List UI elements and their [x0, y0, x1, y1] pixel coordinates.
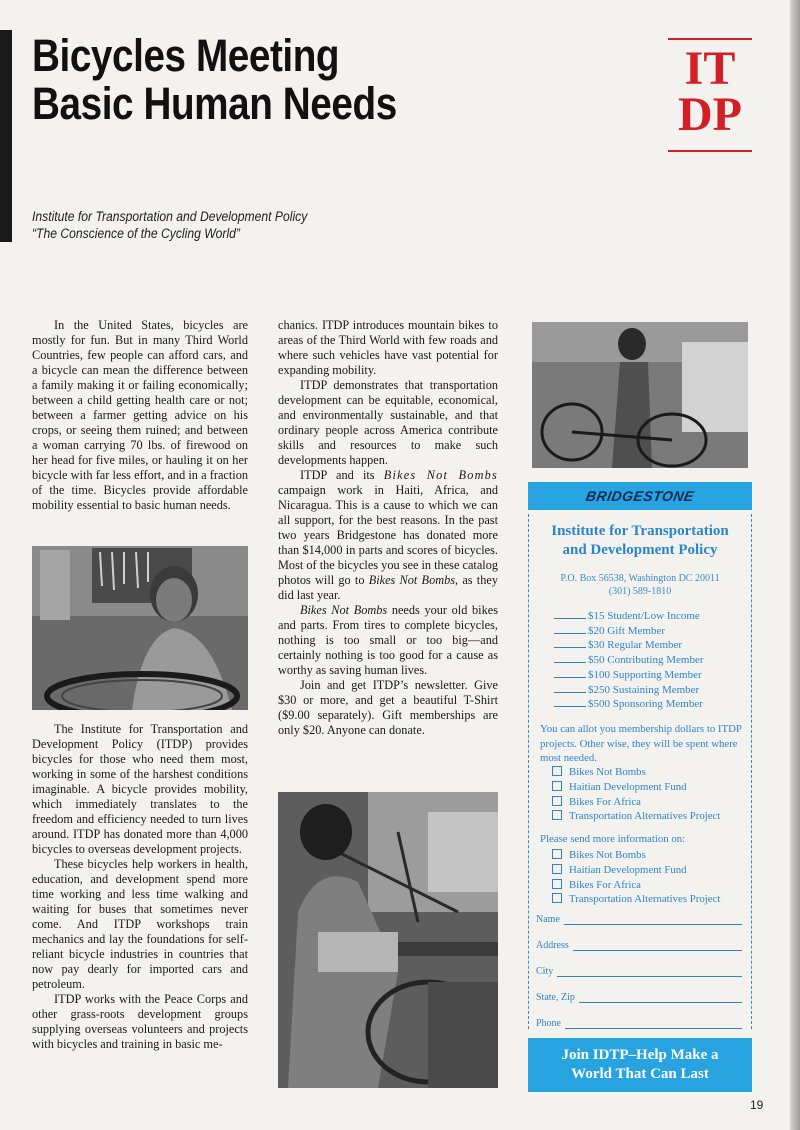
info-label: Bikes Not Bombs	[569, 849, 646, 861]
paragraph	[278, 603, 498, 678]
campaign-name: Bikes Not Bombs	[383, 468, 498, 482]
fill-in-blank[interactable]	[554, 624, 586, 634]
checkbox[interactable]	[552, 879, 562, 889]
allot-projects	[552, 765, 720, 824]
info-checkbox[interactable]	[552, 892, 720, 907]
photo-worker-illustration	[278, 792, 498, 1088]
field-line[interactable]	[579, 992, 742, 1003]
field-line[interactable]	[565, 1018, 742, 1029]
page-edge-bar	[0, 30, 12, 242]
page-number: 19	[750, 1098, 764, 1112]
campaign-name: Bikes Not Bombs	[300, 603, 388, 617]
fill-in-blank[interactable]	[554, 697, 586, 707]
itdp-logo	[668, 38, 752, 152]
paragraph: ITDP works with the Peace Corps and other grass-roots development groups supplying overseas volunteers and projects with bicycles and training in basic me-	[32, 992, 248, 1051]
field-label: Address	[536, 940, 569, 951]
paragraph: chanics. ITDP introduces mountain bikes to areas of the Third World with few roads and where such vehicles have vast potential for expanding mobility.	[278, 318, 498, 377]
fill-in-blank[interactable]	[554, 668, 586, 678]
join-line-2: World That Can Last	[571, 1066, 709, 1082]
level-option[interactable]	[554, 697, 704, 712]
field-label: Phone	[536, 1018, 561, 1029]
field-label: State, Zip	[536, 992, 575, 1003]
photo-boy-repairing-wheel	[32, 546, 248, 710]
photo-boy-illustration	[32, 546, 248, 710]
level-label: $250 Sustaining Member	[588, 683, 700, 696]
membership-form	[528, 482, 752, 1092]
level-label: $20 Gift Member	[588, 624, 665, 637]
checkbox[interactable]	[552, 781, 562, 791]
form-org-name	[528, 522, 752, 560]
column-1-top	[32, 318, 248, 513]
mailing-address: P.O. Box 56538, Washington DC 20011	[560, 573, 720, 584]
text-run: ITDP and its	[300, 468, 384, 482]
level-option[interactable]	[554, 638, 704, 653]
photo-bike-workshop	[532, 322, 748, 468]
field-label: Name	[536, 914, 560, 925]
field-label: City	[536, 966, 554, 977]
org-line-1: Institute for Transportation	[551, 523, 729, 539]
column-1-bottom	[32, 722, 248, 1052]
photo-worker-with-bike-frame	[278, 792, 498, 1088]
paragraph: In the United States, bicycles are mostly for fun. But in many Third World Countries, few people can afford cars, and a bicycle can mean the difference between a family making it or failing economically; between a child getting health care or not; between a farmer getting advice on his crops, or seeing them ruined; and between a woman carrying 70 lbs. of firewood on her head for five miles, or hauling it on her bicycle with far less effort, and in a fraction of the time. Bicycles provide affordable mobility essential to basic human needs.	[32, 318, 248, 512]
logo-line-2: DP	[678, 88, 742, 141]
campaign-name: Bikes Not Bombs	[368, 573, 456, 587]
project-checkbox[interactable]	[552, 780, 720, 795]
membership-levels	[554, 609, 704, 712]
field-line[interactable]	[557, 966, 742, 977]
org-line-2: and Development Policy	[562, 542, 718, 558]
paragraph: Join and get ITDP’s newsletter. Give $30 or more, and get a beautiful T-Shirt ($9.00 separately). Gift memberships are only $20. Anyone can donate.	[278, 678, 498, 737]
checkbox[interactable]	[552, 796, 562, 806]
project-label: Bikes For Africa	[569, 795, 641, 808]
page-binding-shadow	[790, 0, 800, 1130]
phone-field[interactable]	[536, 1018, 742, 1029]
level-option[interactable]	[554, 624, 704, 639]
project-label: Haitian Development Fund	[569, 780, 687, 793]
join-line-1: Join IDTP–Help Make a	[561, 1047, 719, 1063]
fill-in-blank[interactable]	[554, 609, 586, 619]
level-label: $100 Supporting Member	[588, 668, 702, 681]
level-label: $15 Student/Low Income	[588, 610, 700, 622]
paragraph	[278, 468, 498, 603]
info-label: Bikes For Africa	[569, 878, 641, 891]
checkbox[interactable]	[552, 849, 562, 859]
article-title	[32, 32, 514, 128]
allot-instructions: You can allot you membership dollars to ITDP projects. Other wise, they will be spent where most needed.	[540, 723, 742, 765]
checkbox[interactable]	[552, 893, 562, 903]
name-field[interactable]	[536, 914, 742, 925]
bridgestone-banner	[528, 482, 752, 510]
text-run: needs your old bikes and parts. From tires to complete bicycles, nothing is too small or too big—and certainly nothing is too good for a cause as worthy as saving human lives.	[278, 603, 498, 677]
info-checkbox[interactable]	[552, 848, 720, 863]
send-info-heading: Please send more information on:	[540, 833, 686, 845]
paragraph: These bicycles help workers in health, education, and development spend more time working and less time walking and waiting for buses that sometimes never come. And ITDP workshops train mechanics and lay the foundations for self-reliant bicycle industries in countries that now pay dearly for imported cars and petroleum.	[32, 857, 248, 991]
info-label: Transportation Alternatives Project	[569, 893, 721, 906]
article-subtitle	[32, 208, 307, 242]
city-field[interactable]	[536, 966, 742, 977]
level-option[interactable]	[554, 653, 704, 668]
field-line[interactable]	[564, 914, 742, 925]
project-checkbox[interactable]	[552, 809, 720, 824]
project-label: Bikes Not Bombs	[569, 766, 646, 778]
address-field[interactable]	[536, 940, 742, 951]
state-zip-field[interactable]	[536, 992, 742, 1003]
level-label: $500 Sponsoring Member	[588, 698, 703, 711]
logo-line-1: IT	[684, 42, 736, 95]
field-line[interactable]	[573, 940, 742, 951]
level-option[interactable]	[554, 609, 704, 624]
checkbox[interactable]	[552, 766, 562, 776]
form-address	[528, 572, 752, 598]
level-label: $30 Regular Member	[588, 639, 683, 652]
level-option[interactable]	[554, 683, 704, 698]
join-banner	[528, 1038, 752, 1092]
checkbox[interactable]	[552, 864, 562, 874]
paragraph: ITDP demonstrates that transportation development can be equitable, economical, and environmentally sustainable, and that ordinary people across America contribute skills and resources to make such developments happen.	[278, 378, 498, 467]
text-run: , as they did last year.	[278, 573, 498, 602]
title-line-2: Basic Human Needs	[32, 78, 397, 129]
bridgestone-logo: BRIDGESTONE	[584, 488, 696, 504]
checkbox[interactable]	[552, 810, 562, 820]
paragraph: The Institute for Transportation and Development Policy (ITDP) provides bicycles for those who need them most, working in some of the harshest conditions imaginable. A bicycle provides mobility, which immediately translates to the freedom and efficiency needed to turn lives around. ITDP has donated more than 4,000 bicycles to overseas development projects.	[32, 722, 248, 856]
column-2	[278, 318, 498, 738]
project-checkbox[interactable]	[552, 765, 720, 780]
level-option[interactable]	[554, 668, 704, 683]
subtitle-line-2: “The Conscience of the Cycling World”	[32, 226, 240, 241]
project-checkbox[interactable]	[552, 795, 720, 810]
info-checkbox[interactable]	[552, 878, 720, 893]
subtitle-line-1: Institute for Transportation and Development Policy	[32, 209, 308, 224]
info-checkbox[interactable]	[552, 863, 720, 878]
fill-in-blank[interactable]	[554, 683, 586, 693]
level-label: $50 Contributing Member	[588, 654, 704, 667]
fill-in-blank[interactable]	[554, 638, 586, 648]
info-label: Haitian Development Fund	[569, 863, 687, 876]
fill-in-blank[interactable]	[554, 653, 586, 663]
text-run: campaign work in Haiti, Africa, and Nicaragua. This is a cause to which we can all support, for the best reasons. In the past two years Bridgestone has donated more than $14,000 in parts and scores of bicycles. Most of the bicycles you see in these catalog photos will go to	[278, 483, 498, 587]
project-label: Transportation Alternatives Project	[569, 810, 721, 823]
info-projects	[552, 848, 720, 907]
phone-number: (301) 589-1810	[608, 586, 672, 597]
title-line-1: Bicycles Meeting	[32, 30, 340, 81]
photo-workshop-illustration	[532, 322, 748, 468]
